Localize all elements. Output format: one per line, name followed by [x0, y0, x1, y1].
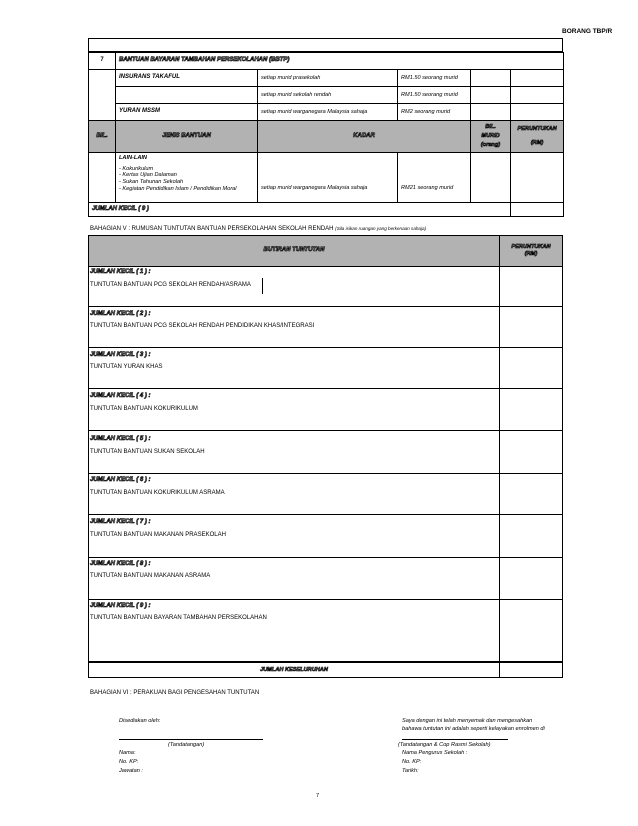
lain-lain-cell	[116, 153, 258, 203]
kadar-desc-cell: setiap murid sekolah rendah	[258, 87, 398, 104]
jumlah-keseluruhan-label: JUMLAH KESELURUHAN	[260, 666, 328, 673]
peruntukan-input[interactable]	[511, 70, 564, 87]
jumlah-kecil-label: JUMLAH KECIL ( 4 ) :	[90, 393, 151, 399]
row-divider	[88, 599, 563, 600]
lain-lain-title: LAIN-LAIN	[119, 155, 147, 161]
pengesahan-line1: Saya dengan ini telah menyemak dan mengesahkan	[402, 718, 533, 724]
column-divider	[499, 266, 500, 662]
bahagian-v-note: (Sila isikan ruangan yang berkenaan sahaja)	[335, 226, 427, 231]
row-divider	[88, 388, 563, 389]
jenis-cell: YURAN MSSM	[116, 104, 258, 121]
tandatangan-label: (Tandatangan)	[168, 742, 205, 748]
row-divider	[88, 473, 563, 474]
lain-kadar-desc: setiap murid warganegara Malaysia sahaja	[258, 153, 398, 203]
jumlah-kecil-label: JUMLAH KECIL ( 2 ) :	[90, 311, 151, 317]
jumlah-kecil-9-input[interactable]	[511, 203, 564, 217]
cursor-mark	[262, 278, 263, 294]
butiran-header	[88, 235, 500, 267]
jumlah-kecil-label: JUMLAH KECIL ( 6 ) :	[90, 477, 151, 483]
header-bil-murid-line3: (orang)	[480, 141, 501, 148]
jenis-cell	[116, 87, 258, 104]
pengesahan-line2: bahawa tuntutan ini adalah seperti kelayakan enrolmen di	[402, 726, 545, 732]
lain-kadar: RM21 seorang murid	[398, 153, 471, 203]
tandatangan-cop-label: (Tandatangan & Cop Rasmi Sekolah)	[398, 742, 491, 748]
tarikh-label: Tarikh:	[402, 768, 419, 774]
butiran-header-label: BUTIRAN TUNTUTAN	[263, 247, 325, 254]
jawatan-label: Jawatan :	[119, 768, 143, 774]
peruntukan-input[interactable]	[511, 104, 564, 121]
header-bil: BIL.	[89, 121, 116, 153]
signature-line	[402, 739, 508, 740]
header-kadar: KADAR	[258, 121, 471, 153]
peruntukan-input[interactable]	[511, 87, 564, 104]
lain-item: - Sukan Tahunan Sekolah	[119, 179, 184, 186]
kadar-desc-cell: setiap murid warganegara Malaysia sahaja	[258, 104, 398, 121]
header-bil-murid	[471, 121, 511, 153]
tuntutan-desc: TUNTUTAN BANTUAN PCG SEKOLAH RENDAH/ASRAMA	[90, 282, 251, 288]
nokp-label: No. KP:	[119, 759, 139, 765]
tuntutan-desc: TUNTUTAN BANTUAN SUKAN SEKOLAH	[90, 449, 205, 455]
disediakan-label: Disediakan oleh:	[119, 718, 161, 724]
bil-murid-input[interactable]	[471, 104, 511, 121]
header-peruntukan	[511, 121, 564, 153]
bahagian-vi-title: BAHAGIAN VI : PERAKUAN BAGI PENGESAHAN TUNTUTAN	[90, 690, 260, 696]
header-bil-murid-line1: BIL.	[485, 124, 496, 131]
tuntutan-desc: TUNTUTAN BANTUAN PCG SEKOLAH RENDAH PENDIDIKAN KHAS/INTEGRASI	[90, 323, 315, 329]
bil-murid-input[interactable]	[471, 87, 511, 104]
header-peruntukan-label: PERUNTUKAN	[517, 126, 557, 133]
bahagian-v-title: BAHAGIAN V : RUMUSAN TUNTUTAN BANTUAN PERSEKOLAHAN SEKOLAH RENDAH	[90, 226, 334, 232]
row-divider	[88, 514, 563, 515]
header-jenis: JENIS BANTUAN	[116, 121, 258, 153]
nama-pengurus-label: Nama Pengurus Sekolah :	[402, 750, 468, 756]
jumlah-kecil-label: JUMLAH KECIL ( 8 ) :	[90, 561, 151, 567]
jumlah-kecil-label: JUMLAH KECIL ( 5 ) :	[90, 436, 151, 442]
bbtp-table	[88, 52, 564, 217]
row-divider	[88, 430, 563, 431]
jumlah-keseluruhan-row	[88, 662, 500, 678]
section-number: 7	[89, 53, 116, 70]
peruntukan-header-unit: (RM)	[524, 251, 538, 257]
kadar-cell: RM1.50 seorang murid	[398, 87, 471, 104]
kadar-cell: RM1.50 seorang murid	[398, 70, 471, 87]
form-code: BORANG TBP/R	[562, 28, 613, 35]
row-divider	[88, 306, 563, 307]
peruntukan-input[interactable]	[511, 153, 564, 203]
jumlah-kecil-label: JUMLAH KECIL ( 1 ) :	[90, 269, 151, 275]
tuntutan-desc: TUNTUTAN BANTUAN KOKURIKULUM ASRAMA	[90, 490, 225, 496]
page-number: 7	[316, 793, 320, 799]
jumlah-kecil-label: JUMLAH KECIL ( 9 ) :	[90, 603, 151, 609]
tuntutan-desc: TUNTUTAN YURAN KHAS	[90, 364, 163, 370]
tuntutan-desc: TUNTUTAN BANTUAN MAKANAN PRASEKOLAH	[90, 532, 226, 538]
peruntukan-header	[499, 235, 563, 267]
lain-item: - Kegiatan Pendidikan Islam / Pendidikan Moral	[119, 185, 237, 192]
lain-item: - Kokurikulum	[119, 165, 154, 172]
kadar-cell: RM2 seorang murid	[398, 104, 471, 121]
jenis-cell: INSURANS TAKAFUL	[116, 70, 258, 87]
row-divider	[88, 557, 563, 558]
signature-line	[119, 739, 263, 740]
section-title: BANTUAN BAYARAN TAMBAHAN PERSEKOLAHAN (BBTP)	[116, 53, 564, 70]
tuntutan-desc: TUNTUTAN BANTUAN KOKURIKULUM	[90, 406, 198, 412]
bil-murid-input[interactable]	[471, 153, 511, 203]
lain-item: - Kertas Ujian Dalaman	[119, 172, 177, 179]
header-bil-murid-line2: MURID	[481, 133, 500, 140]
nama-label: Nama:	[119, 750, 136, 756]
bil-murid-input[interactable]	[471, 70, 511, 87]
tuntutan-desc: TUNTUTAN BANTUAN BAYARAN TAMBAHAN PERSEKOLAHAN	[90, 615, 267, 621]
row-divider	[88, 347, 563, 348]
jumlah-keseluruhan-input[interactable]	[499, 662, 563, 678]
peruntukan-header-label: PERUNTUKAN	[511, 244, 551, 251]
tuntutan-desc: TUNTUTAN BANTUAN MAKANAN ASRAMA	[90, 573, 211, 579]
top-spacer-row	[88, 38, 563, 52]
jumlah-kecil-label: JUMLAH KECIL ( 3 ) :	[90, 352, 151, 358]
jumlah-kecil-label: JUMLAH KECIL ( 7 ) :	[90, 519, 151, 525]
bahagian-v-heading	[90, 226, 426, 232]
jumlah-kecil-9: JUMLAH KECIL ( 9 )	[89, 203, 511, 217]
nokp-label: No. KP:	[402, 759, 422, 765]
header-peruntukan-unit: (RM)	[530, 139, 544, 146]
kadar-desc-cell: setiap murid prasekolah	[258, 70, 398, 87]
